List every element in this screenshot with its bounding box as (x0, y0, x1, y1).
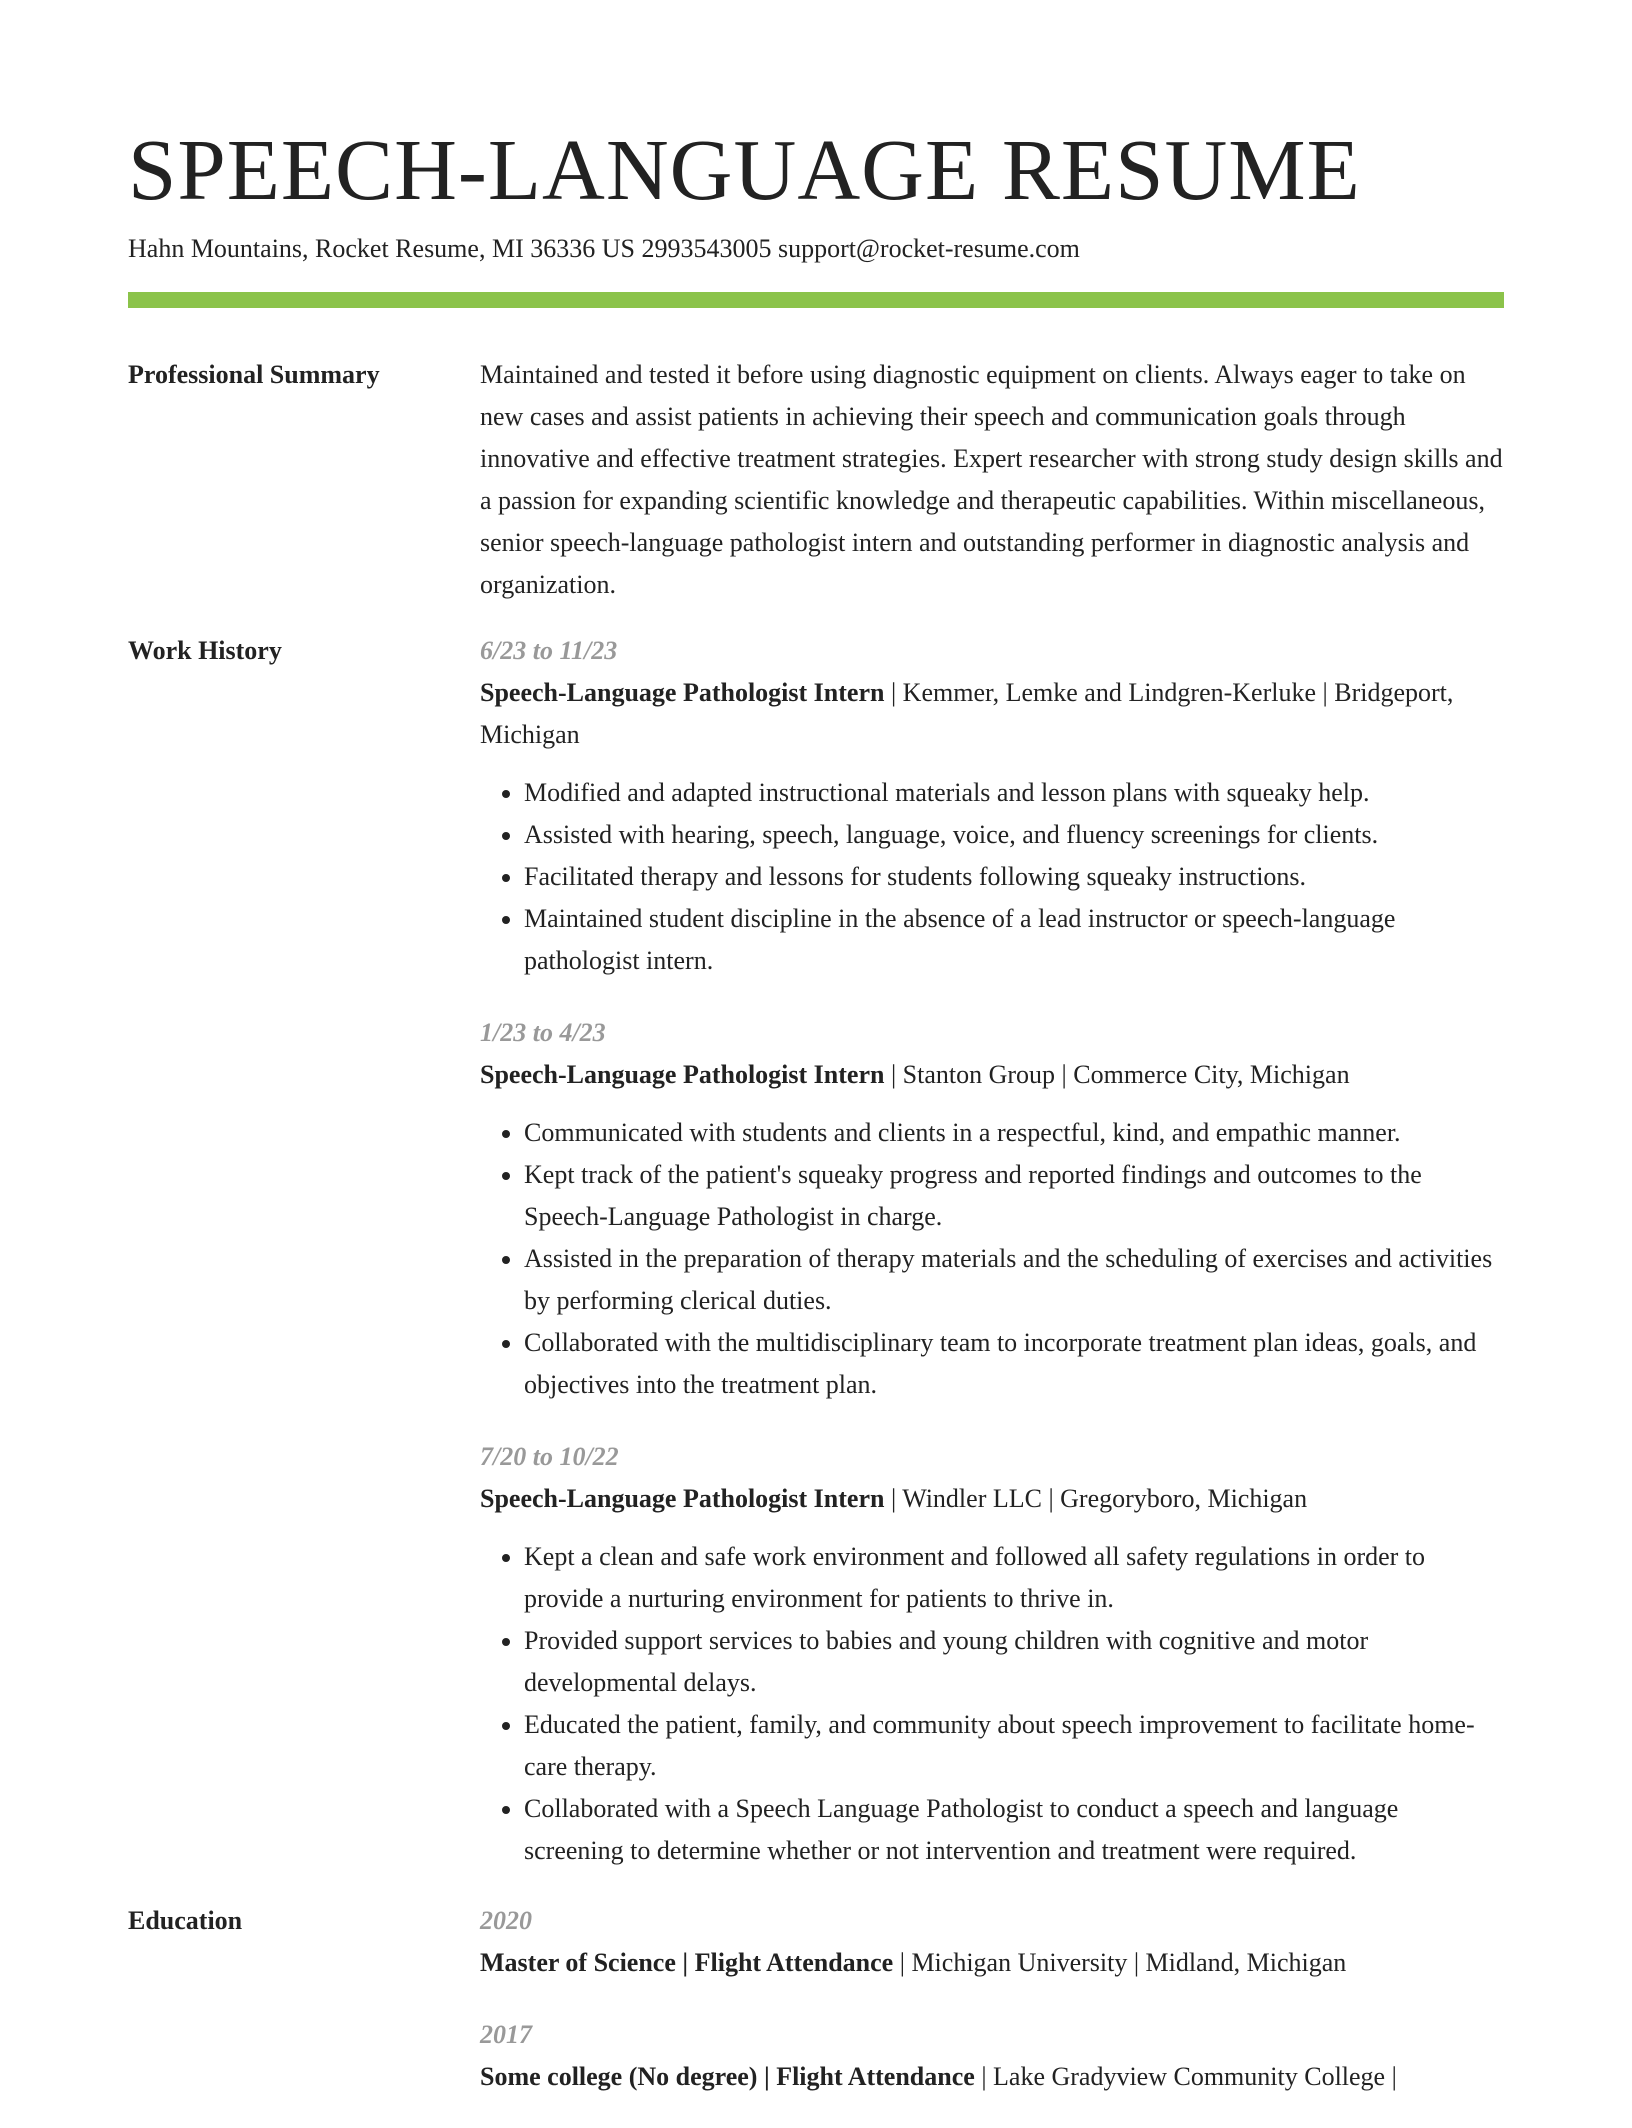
education-details: | Lake Gradyview Community College | (974, 2062, 1397, 2091)
job-bullets (480, 1536, 1504, 1872)
job-date: 7/20 to 10/22 (480, 1442, 619, 1471)
education-line (480, 1942, 1504, 1984)
summary-text: Maintained and tested it before using diagnostic equipment on clients. Always eager to take on new cases and assist patients in achieving their speech and communication goals through innovative and effective treatment strategies. Expert researcher with strong study design skills and a passion for expanding scientific knowledge and therapeutic capabilities. Within miscellaneous, senior speech-language pathologist intern and outstanding performer in diagnostic analysis and organization. (480, 360, 1503, 599)
job-bullet: • Modified and adapted instructional materials and lesson plans with squeaky help. (524, 772, 1504, 814)
job-bullet: • Provided support services to babies and young children with cognitive and motor developmental delays. (524, 1620, 1504, 1704)
job-entry (480, 1436, 1504, 1872)
resume-title: SPEECH-LANGUAGE RESUME (128, 121, 1361, 218)
summary-heading: Professional Summary (128, 360, 380, 389)
job-entry (480, 1012, 1504, 1406)
summary-section (128, 354, 1504, 606)
job-bullet: • Facilitated therapy and lessons for students following squeaky instructions. (524, 856, 1504, 898)
job-bullet: • Kept track of the patient's squeaky progress and reported findings and outcomes to the Speech-Language Pathologist in charge. (524, 1154, 1504, 1238)
work-history-section (128, 630, 1504, 1872)
job-title-line (480, 1478, 1504, 1520)
education-entry (480, 1900, 1504, 1984)
job-entry (480, 630, 1504, 982)
job-bullet: • Assisted with hearing, speech, language, voice, and fluency screenings for clients. (524, 814, 1504, 856)
job-details: | Stanton Group | Commerce City, Michigan (884, 1060, 1350, 1089)
contact-line: Hahn Mountains, Rocket Resume, MI 36336 US 2993543005 support@rocket-resume.com (128, 234, 1080, 263)
job-bullet: • Educated the patient, family, and community about speech improvement to facilitate home-care therapy. (524, 1704, 1504, 1788)
education-line (480, 2056, 1504, 2098)
job-date: 1/23 to 4/23 (480, 1018, 606, 1047)
accent-divider (128, 292, 1504, 308)
education-degree: Some college (No degree) | Flight Attendance (480, 2062, 975, 2091)
resume-page (128, 120, 1504, 2128)
education-details: | Michigan University | Midland, Michigan (893, 1948, 1347, 1977)
job-bullets (480, 772, 1504, 982)
job-title-line (480, 672, 1504, 756)
job-title: Speech-Language Pathologist Intern (480, 678, 885, 707)
job-bullet: • Assisted in the preparation of therapy materials and the scheduling of exercises and activities by performing clerical duties. (524, 1238, 1504, 1322)
education-section (128, 1900, 1504, 2128)
education-date: 2017 (480, 2020, 532, 2049)
job-bullet: • Collaborated with the multidisciplinary team to incorporate treatment plan ideas, goals, and objectives into the treatment plan. (524, 1322, 1504, 1406)
work-history-list (480, 630, 1504, 1872)
job-bullets (480, 1112, 1504, 1406)
education-heading: Education (128, 1906, 243, 1935)
education-date: 2020 (480, 1906, 532, 1935)
job-date: 6/23 to 11/23 (480, 636, 618, 665)
job-details: | Windler LLC | Gregoryboro, Michigan (884, 1484, 1308, 1513)
job-title-line (480, 1054, 1504, 1096)
job-bullet: • Collaborated with a Speech Language Pathologist to conduct a speech and language screening to determine whether or not intervention and treatment were required. (524, 1788, 1504, 1872)
education-entry (480, 2014, 1504, 2098)
job-bullet: • Communicated with students and clients in a respectful, kind, and empathic manner. (524, 1112, 1504, 1154)
work-history-heading: Work History (128, 636, 282, 665)
education-list (480, 1900, 1504, 2128)
job-details: | Kemmer, Lemke and Lindgren-Kerluke | Bridgeport, Michigan (480, 678, 1454, 749)
job-title: Speech-Language Pathologist Intern (480, 1484, 885, 1513)
education-degree: Master of Science | Flight Attendance (480, 1948, 894, 1977)
job-title: Speech-Language Pathologist Intern (480, 1060, 885, 1089)
job-bullet: • Maintained student discipline in the absence of a lead instructor or speech-language pathologist intern. (524, 898, 1504, 982)
job-bullet: • Kept a clean and safe work environment and followed all safety regulations in order to provide a nurturing environment for patients to thrive in. (524, 1536, 1504, 1620)
